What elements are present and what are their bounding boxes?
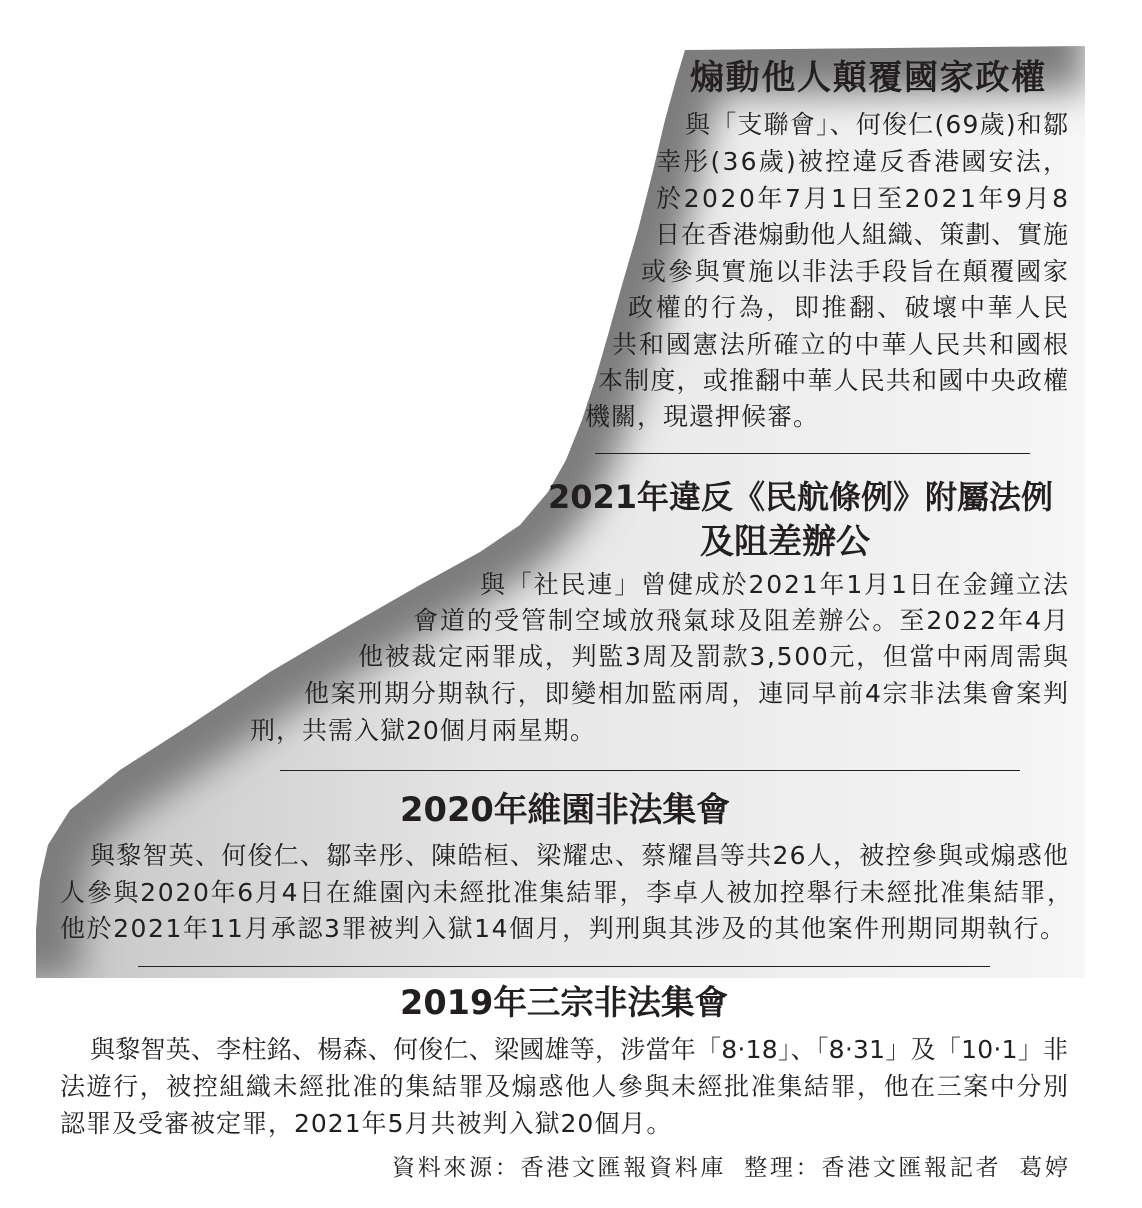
section-title: 2021年違反《民航條例》附屬法例 xyxy=(548,478,1053,516)
section-body-line: 共和國憲法所確立的中華人民共和國根 xyxy=(612,330,1070,359)
section-body-line: 人參與2020年6月4日在維園內未經批准集結罪，李卓人被加控舉行未經批准集結罪， xyxy=(60,878,1074,907)
source-credit: 資料來源：香港文匯報資料庫 整理：香港文匯報記者 葛婷 xyxy=(392,1155,1071,1181)
section-title: 煽動他人顛覆國家政權 xyxy=(690,58,1047,98)
section-body-line: 會道的受管制空域放飛氣球及阻差辦公。至2022年4月 xyxy=(413,606,1071,635)
section-title: 及阻差辦公 xyxy=(700,522,870,562)
section-body-line: 於2020年7月1日至2021年9月8 xyxy=(656,184,1071,213)
section-body-line: 與「支聯會」、何俊仁(69歲)和鄒 xyxy=(685,110,1070,139)
divider xyxy=(280,770,1020,771)
section-title: 2019年三宗非法集會 xyxy=(400,983,729,1022)
section-body-line: 他被裁定兩罪成，判監3周及罰款3,500元，但當中兩周需與 xyxy=(358,642,1070,671)
divider xyxy=(138,966,990,967)
section-body-line: 幸彤(36歲)被控違反香港國安法， xyxy=(656,147,1071,176)
section-body-line: 或參與實施以非法手段旨在顛覆國家 xyxy=(641,257,1070,286)
section-body-line: 政權的行為，即推翻、破壞中華人民 xyxy=(628,293,1071,322)
section-body-line: 機關，現還押候審。 xyxy=(585,402,820,431)
section-body-line: 本制度，或推翻中華人民共和國中央政權 xyxy=(598,366,1070,395)
section-body-line: 刑，共需入獄20個月兩星期。 xyxy=(250,716,596,745)
section-body-line: 與黎智英、何俊仁、鄒幸彤、陳皓桓、梁耀忠、蔡耀昌等共26人，被控參與或煽惑他 xyxy=(90,841,1070,870)
section-body-line: 他於2021年11月承認3罪被判入獄14個月，判刑與其涉及的其他案件刑期同期執行。 xyxy=(60,914,1067,943)
section-title: 2020年維園非法集會 xyxy=(400,790,730,829)
section-body-line: 日在香港煽動他人組織、策劃、實施 xyxy=(655,220,1069,249)
section-body-line: 認罪及受審被定罪，2021年5月共被判入獄20個月。 xyxy=(60,1109,673,1138)
divider xyxy=(595,453,1030,454)
section-body-line: 法遊行，被控組織未經批准的集結罪及煽惑他人參與未經批准集結罪，他在三案中分別 xyxy=(60,1072,1070,1101)
section-body-line: 與「社民連」曾健成於2021年1月1日在金鐘立法 xyxy=(480,570,1070,599)
section-body-line: 他案刑期分期執行，即變相加監兩周，連同早前4宗非法集會案判 xyxy=(304,679,1070,708)
section-body-line: 與黎智英、李柱銘、楊森、何俊仁、梁國雄等，涉當年「8‧18」、「8‧31」及「10‧1」非 xyxy=(90,1035,1069,1064)
